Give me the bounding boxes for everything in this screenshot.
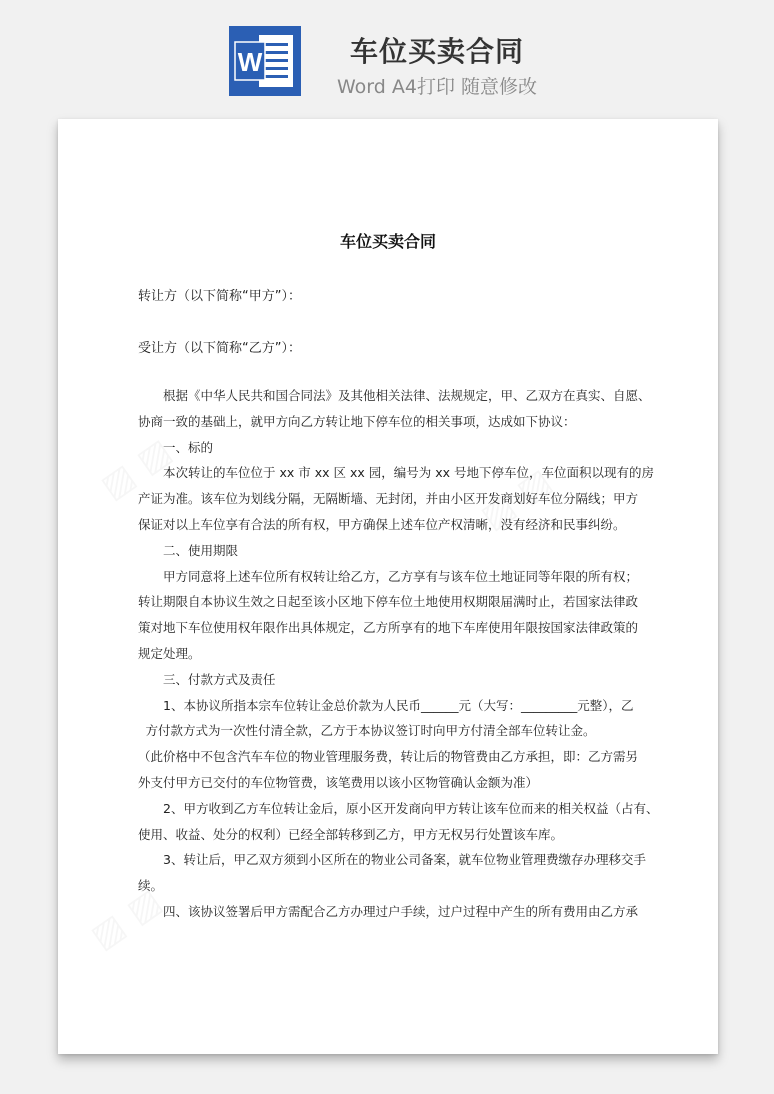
word-icon-letter: W — [237, 47, 263, 77]
party-b-line: 受让方（以下简称“乙方”）： — [138, 341, 301, 356]
banner-subtitle: Word A4打印 随意修改 — [336, 76, 537, 98]
contract-body — [138, 383, 659, 925]
document-page — [58, 119, 718, 1054]
contract-line: 保证对以上车位享有合法的所有权，甲方确保上述车位产权清晰，没有经济和民事纠纷。 — [138, 516, 626, 532]
contract-line: 四、该协议签署后甲方需配合乙方办理过户手续，过户过程中产生的所有费用由乙方承 — [163, 903, 639, 919]
contract-line: 方付款方式为一次性付清全款，乙方于本协议签订时向甲方付清全部车位转让金。 — [145, 723, 596, 739]
document-title: 车位买卖合同 — [339, 232, 436, 251]
word-icon — [229, 26, 301, 96]
contract-line: 策对地下车位使用权年限作出具体规定，乙方所享有的地下车库使用年限按国家法律政策的 — [138, 620, 639, 636]
contract-line: 根据《中华人民共和国合同法》及其他相关法律、法规规定，甲、乙双方在真实、自愿、 — [163, 388, 651, 403]
contract-line: 使用、收益、处分的权利）已经全部转移到乙方，甲方无权另行处置该车库。 — [138, 826, 564, 842]
party-a-line: 转让方（以下简称“甲方”）： — [138, 289, 301, 304]
banner-title: 车位买卖合同 — [349, 35, 524, 68]
contract-line: 转让期限自本协议生效之日起至该小区地下停车位土地使用权期限届满时止，若国家法律政 — [138, 594, 639, 610]
contract-line: 一、标的 — [163, 439, 214, 455]
contract-line: 本次转让的车位位于 xx 市 xx 区 xx 园，编号为 xx 号地下停车位，车位面积以现有的房 — [163, 465, 654, 481]
contract-line: 2、甲方收到乙方车位转让金后，原小区开发商向甲方转让该车位而来的相关权益（占有、 — [163, 800, 659, 816]
banner-header — [0, 0, 774, 115]
contract-line: 外支付甲方已交付的车位物管费，该笔费用以该小区物管确认金额为准） — [138, 774, 539, 790]
contract-line: 甲方同意将上述车位所有权转让给乙方，乙方享有与该车位土地证同等年限的所有权； — [163, 568, 639, 584]
contract-line: 续。 — [138, 878, 164, 894]
contract-line: 三、付款方式及责任 — [163, 671, 276, 687]
contract-line: （此价格中不包含汽车车位的物业管理服务费，转让后的物管费由乙方承担，即：乙方需另 — [138, 749, 639, 765]
contract-line: 二、使用期限 — [163, 542, 239, 558]
contract-line: 3、转让后，甲乙双方须到小区所在的物业公司备案，就车位物业管理费缴存办理移交手 — [163, 852, 646, 868]
contract-line: 规定处理。 — [138, 645, 201, 661]
contract-line: 协商一致的基础上，就甲方向乙方转让地下停车位的相关事项，达成如下协议： — [138, 413, 576, 429]
contract-line: 1、本协议所指本宗车位转让金总价款为人民币______元（大写：_________元整），乙 — [163, 697, 634, 713]
contract-line: 产证为准。该车位为划线分隔，无隔断墙、无封闭，并由小区开发商划好车位分隔线；甲方 — [138, 491, 639, 507]
